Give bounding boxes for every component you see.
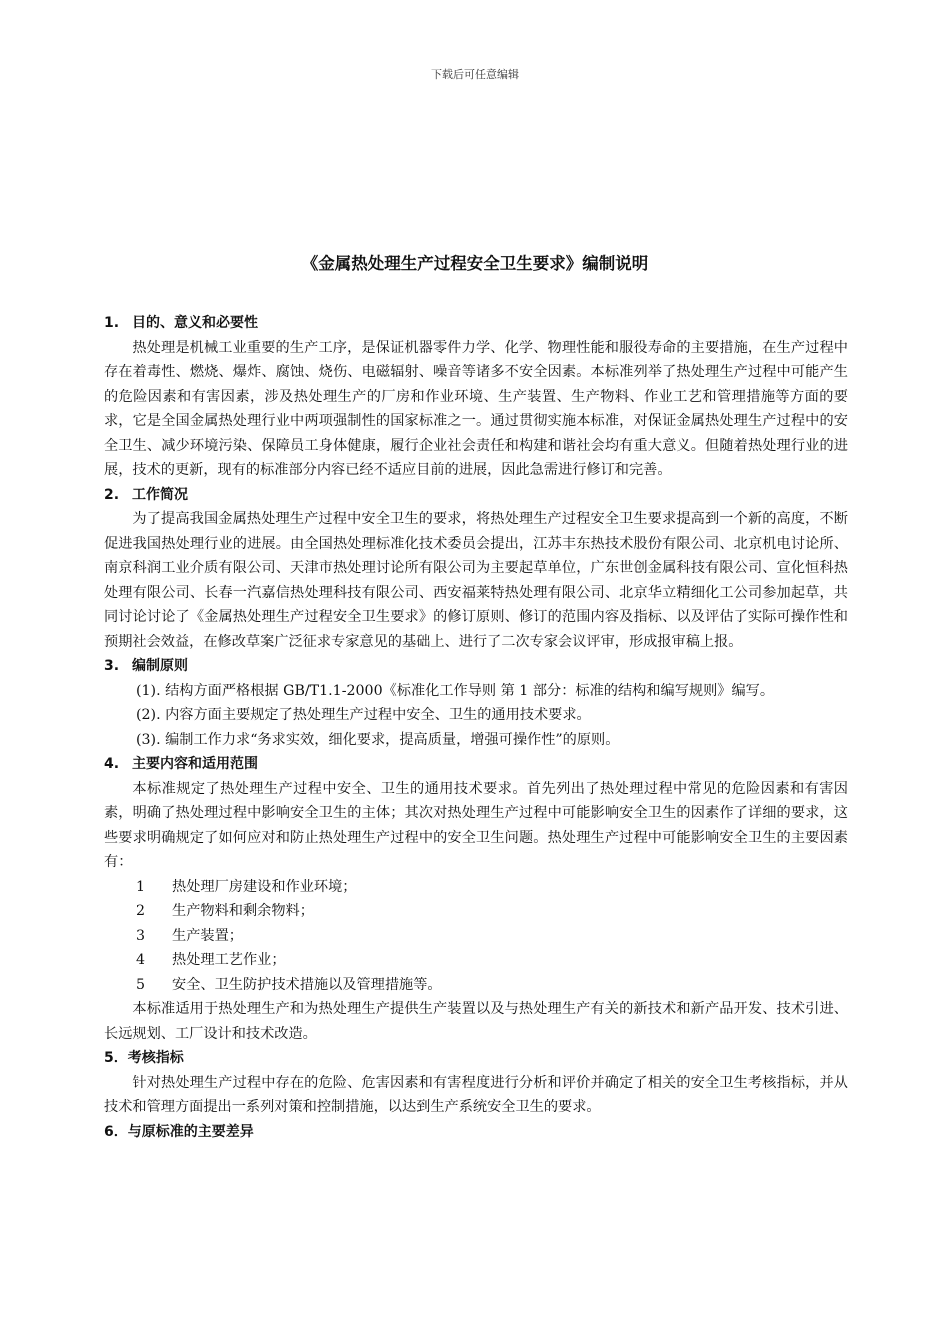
section-number: 6．	[104, 1123, 128, 1140]
section-heading	[104, 752, 848, 777]
section-heading	[104, 654, 848, 679]
section-title: 考核指标	[127, 1050, 184, 1066]
list-item: 3 生产装置；	[136, 927, 243, 944]
document-body	[104, 311, 848, 1144]
document-title: 《金属热处理生产过程安全卫生要求》编制说明	[301, 254, 649, 273]
list-item: 1 热处理厂房建设和作业环境；	[136, 878, 357, 895]
paragraph: 为了提高我国金属热处理生产过程中安全卫生的要求，将热处理生产过程安全卫生要求提高到一个新的高度，不断促进我国热处理行业的进展。由全国热处理标准化技术委员会提出，江苏丰东热技术股份有限公司、北京机电讨论所、南京科润工业介质有限公司、天津市热处理讨论所有限公司为主要起草单位，广东世创金属科技有限公司、宣化恒科热处理有限公司、长春一汽嘉信热处理科技有限公司、西安福莱特热处理有限公司、北京华立精细化工公司参加起草，共同讨论讨论了《金属热处理生产过程安全卫生要求》的修订原则、修订的范围内容及指标、以及评估了实际可操作性和预期社会效益，在修改草案广泛征求专家意见的基础上、进行了二次专家会议评审，形成报审稿上报。	[104, 511, 848, 650]
section-number: 5．	[104, 1050, 128, 1066]
section-title: 编制原则	[132, 658, 188, 674]
principle-item: (1). 结构方面严格根据 GB/T1.1-2000《标准化工作导则 第 1 部分：标准的结构和编写规则》编写。	[136, 682, 775, 699]
paragraph: 热处理是机械工业重要的生产工序，是保证机器零件力学、化学、物理性能和服役寿命的主要措施，在生产过程中存在着毒性、燃烧、爆炸、腐蚀、烧伤、电磁辐射、噪音等诸多不安全因素。本标准列举了热处理生产过程中可能产生的危险因素和有害因素，涉及热处理生产的厂房和作业环境、生产装置、生产物料、作业工艺和管理措施等方面的要求，它是全国金属热处理行业中两项强制性的国家标准之一。通过贯彻实施本标准，对保证金属热处理生产过程中的安全卫生、减少环境污染、保障员工身体健康，履行企业社会责任和构建和谐社会均有重大意义。但随着热处理行业的进展，技术的更新，现有的标准部分内容已经不适应目前的进展，因此急需进行修订和完善。	[104, 339, 848, 478]
page-header: 下载后可任意编辑	[431, 68, 519, 81]
section-heading	[104, 311, 848, 336]
paragraph: 针对热处理生产过程中存在的危险、危害因素和有害程度进行分析和评价并确定了相关的安全卫生考核指标，并从技术和管理方面提出一系列对策和控制措施，以达到生产系统安全卫生的要求。	[104, 1074, 848, 1115]
principle-item: (2). 内容方面主要规定了热处理生产过程中安全、卫生的通用技术要求。	[136, 707, 591, 723]
list-item: 2 生产物料和剩余物料；	[136, 903, 314, 919]
section-title: 目的、意义和必要性	[132, 315, 258, 331]
section-number: 2.	[104, 486, 120, 503]
paragraph: 本标准适用于热处理生产和为热处理生产提供生产装置以及与热处理生产有关的新技术和新产品开发、技术引进、长远规划、工厂设计和技术改造。	[104, 1001, 848, 1042]
section-heading	[104, 1120, 848, 1145]
section-heading	[104, 1046, 848, 1071]
list-item: 4 热处理工艺作业；	[136, 952, 286, 968]
section-number: 4.	[104, 756, 120, 772]
section-heading	[104, 483, 848, 508]
paragraph: 本标准规定了热处理生产过程中安全、卫生的通用技术要求。首先列出了热处理过程中常见的危险因素和有害因素，明确了热处理过程中影响安全卫生的主体；其次对热处理生产过程中可能影响安全卫生的因素作了详细的要求，这些要求明确规定了如何应对和防止热处理生产过程中的安全卫生问题。热处理生产过程中可能影响安全卫生的主要因素有：	[104, 780, 848, 870]
section-number: 3.	[104, 658, 120, 674]
principle-item: (3). 编制工作力求“务求实效，细化要求，提高质量，增强可操作性”的原则。	[136, 731, 620, 748]
list-item: 5 安全、卫生防护技术措施以及管理措施等。	[136, 976, 442, 993]
section-title: 主要内容和适用范围	[132, 756, 258, 772]
section-title: 工作简况	[132, 486, 188, 503]
section-number: 1.	[104, 315, 120, 331]
section-title: 与原标准的主要差异	[127, 1123, 254, 1140]
